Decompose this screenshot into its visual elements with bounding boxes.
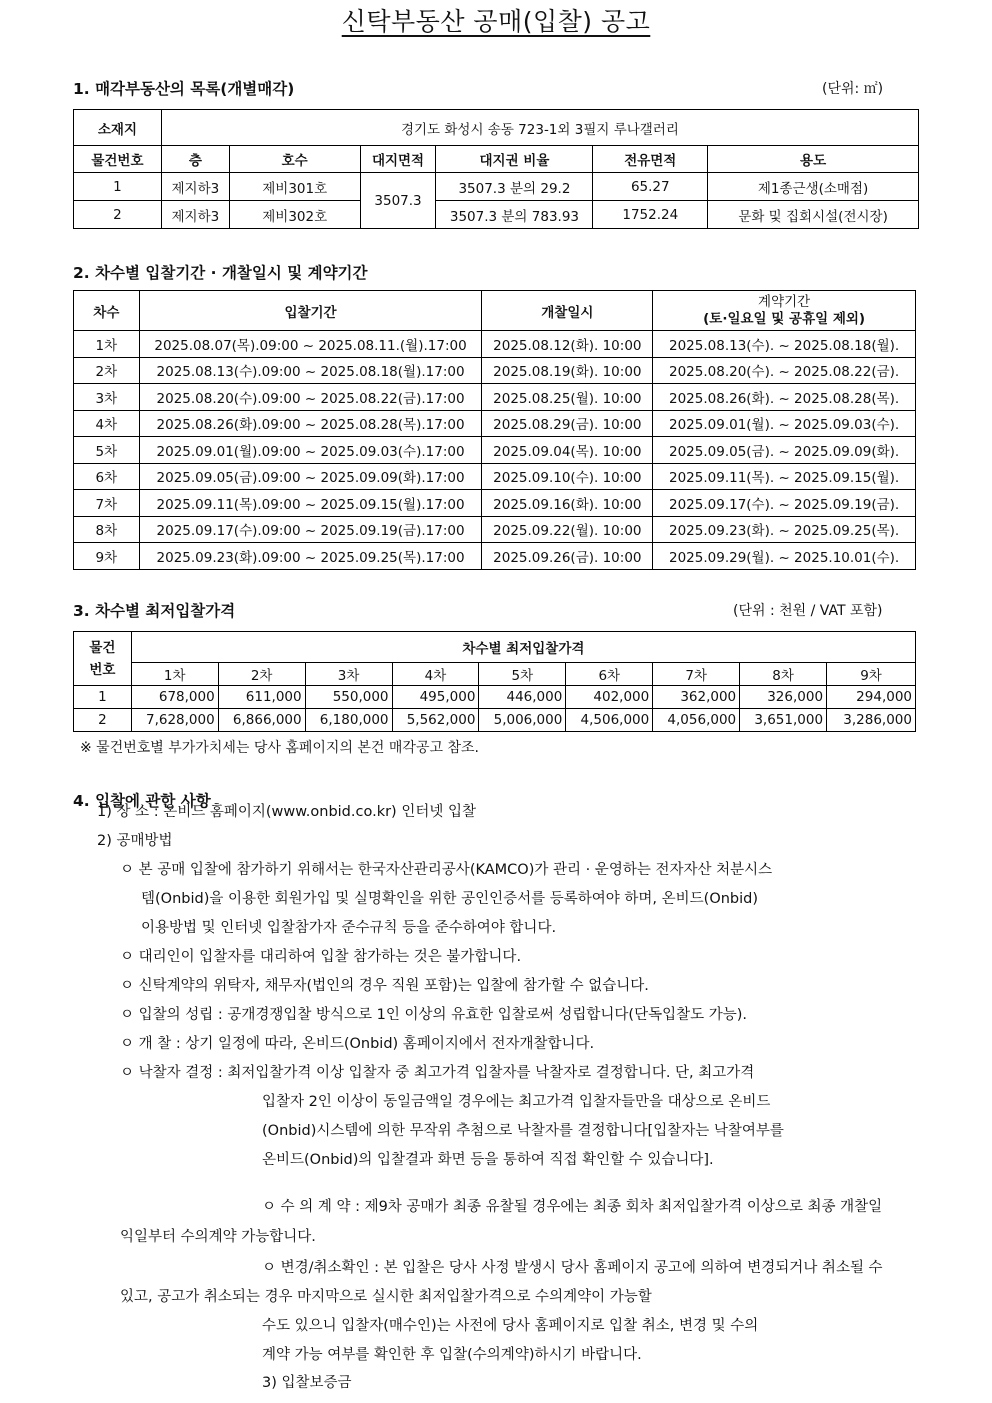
section1-heading: 1. 매각부동산의 목록(개별매각)	[73, 80, 295, 98]
schedule-open-cell: 2025.08.12(화). 10:00	[482, 331, 653, 358]
price-table	[73, 631, 916, 732]
price-cell: 3,286,000	[827, 709, 916, 732]
table-row	[74, 410, 916, 437]
schedule-round-cell: 2차	[74, 357, 140, 384]
detail-line: ㅇ 수 의 계 약 : 제9차 공매가 최종 유찰될 경우에는 최종 회차 최저입찰가격 이상으로 최종 개찰일	[262, 1199, 883, 1215]
table-row	[74, 490, 916, 517]
header-contract	[653, 291, 916, 331]
table-row	[74, 201, 919, 229]
price-cell: 362,000	[653, 686, 740, 709]
detail-line: ㅇ 신탁계약의 위탁자, 채무자(법인의 경우 직원 포함)는 입찰에 참가할 수 없습니다.	[120, 978, 649, 994]
header-exclusive-area: 전유면적	[593, 146, 708, 173]
table-row	[74, 357, 916, 384]
item-no-header	[74, 632, 132, 686]
location-label: 소재지	[74, 110, 162, 146]
detail-line: ㅇ 낙찰자 결정 : 최저입찰가격 이상 입찰자 중 최고가격 입찰자를 낙찰자로 결정합니다. 단, 최고가격	[120, 1065, 755, 1081]
header-contract-line2: (토·일요일 및 공휴일 제외)	[703, 310, 866, 327]
round-header: 6차	[566, 663, 653, 686]
round-header: 4차	[392, 663, 479, 686]
round-header: 1차	[131, 663, 218, 686]
price-cell: 7,628,000	[131, 709, 218, 732]
cell: 1752.24	[593, 201, 708, 229]
property-table	[73, 109, 919, 229]
cell: 65.27	[593, 173, 708, 201]
price-cell: 550,000	[305, 686, 392, 709]
detail-line: ㅇ 본 공매 입찰에 참가하기 위해서는 한국자산관리공사(KAMCO)가 관리 · 운영하는 전자자산 처분시스	[120, 862, 773, 878]
detail-line: ㅇ 대리인이 입찰자를 대리하여 입찰 참가하는 것은 불가합니다.	[120, 949, 522, 965]
detail-line: 익일부터 수의계약 가능합니다.	[120, 1229, 316, 1245]
table-row	[74, 463, 916, 490]
schedule-round-cell: 8차	[74, 516, 140, 543]
table-row	[74, 384, 916, 411]
schedule-period-cell: 2025.09.23(화).09:00 ~ 2025.09.25(목).17:00	[139, 543, 482, 570]
schedule-period-cell: 2025.09.01(월).09:00 ~ 2025.09.03(수).17:00	[139, 437, 482, 464]
price-cell: 5,006,000	[479, 709, 566, 732]
section1-unit: (단위: ㎡)	[822, 81, 884, 97]
schedule-period-cell: 2025.09.17(수).09:00 ~ 2025.09.19(금).17:00	[139, 516, 482, 543]
price-cell: 6,180,000	[305, 709, 392, 732]
price-cell: 4,056,000	[653, 709, 740, 732]
cell: 3507.3 분의 29.2	[436, 173, 593, 201]
schedule-period-cell: 2025.09.11(목).09:00 ~ 2025.09.15(월).17:00	[139, 490, 482, 517]
detail-line: 온비드(Onbid)의 입찰결과 화면 등을 통하여 직접 확인할 수 있습니다].	[262, 1152, 714, 1168]
section3-heading: 3. 차수별 최저입찰가격	[73, 602, 236, 620]
round-header: 3차	[305, 663, 392, 686]
schedule-round-cell: 6차	[74, 463, 140, 490]
header-land-area: 대지면적	[360, 146, 436, 173]
header-contract-line1: 계약기간	[758, 293, 811, 310]
schedule-round-cell: 1차	[74, 331, 140, 358]
header-open: 개찰일시	[482, 291, 653, 331]
schedule-open-cell: 2025.09.04(목). 10:00	[482, 437, 653, 464]
schedule-contract-cell: 2025.08.13(수). ~ 2025.08.18(월).	[653, 331, 916, 358]
table-row	[74, 331, 916, 358]
price-cell: 294,000	[827, 686, 916, 709]
price-cell: 4,506,000	[566, 709, 653, 732]
schedule-contract-cell: 2025.09.23(화). ~ 2025.09.25(목).	[653, 516, 916, 543]
detail-line: 계약 가능 여부를 확인한 후 입찰(수의계약)하시기 바랍니다.	[262, 1347, 642, 1363]
schedule-round-cell: 5차	[74, 437, 140, 464]
detail-line: ㅇ 입찰의 성립 : 공개경쟁입찰 방식으로 1인 이상의 유효한 입찰로써 성립합니다(단독입찰도 가능).	[120, 1007, 748, 1023]
cell: 제지하3	[161, 201, 229, 229]
price-group-header: 차수별 최저입찰가격	[131, 632, 915, 663]
detail-line: 2) 공매방법	[97, 833, 173, 849]
cell: 3507.3 분의 783.93	[436, 201, 593, 229]
schedule-period-cell: 2025.09.05(금).09:00 ~ 2025.09.09(화).17:00	[139, 463, 482, 490]
schedule-period-cell: 2025.08.26(화).09:00 ~ 2025.08.28(목).17:00	[139, 410, 482, 437]
section3-unit: (단위 : 천원 / VAT 포함)	[733, 603, 883, 619]
cell: 2	[74, 201, 162, 229]
item-no-cell: 1	[74, 686, 132, 709]
schedule-round-cell: 7차	[74, 490, 140, 517]
cell: 1	[74, 173, 162, 201]
schedule-open-cell: 2025.08.29(금). 10:00	[482, 410, 653, 437]
item-no-header-line2: 번호	[89, 661, 116, 678]
table-row	[74, 709, 916, 732]
schedule-period-cell: 2025.08.13(수).09:00 ~ 2025.08.18(월).17:00	[139, 357, 482, 384]
price-rounds-row	[74, 663, 916, 686]
header-period: 입찰기간	[139, 291, 482, 331]
land-area-cell: 3507.3	[360, 173, 436, 229]
price-cell: 5,562,000	[392, 709, 479, 732]
schedule-contract-cell: 2025.09.11(목). ~ 2025.09.15(월).	[653, 463, 916, 490]
item-no-header-line1: 물건	[89, 639, 116, 656]
page-title: 신탁부동산 공매(입찰) 공고	[341, 7, 651, 36]
price-cell: 6,866,000	[218, 709, 305, 732]
table-row	[74, 516, 916, 543]
schedule-round-cell: 9차	[74, 543, 140, 570]
schedule-header-row	[74, 291, 916, 331]
schedule-contract-cell: 2025.09.01(월). ~ 2025.09.03(수).	[653, 410, 916, 437]
detail-line: (Onbid)시스템에 의한 무작위 추첨으로 낙찰자를 결정합니다[입찰자는 낙찰여부를	[262, 1123, 784, 1139]
price-cell: 446,000	[479, 686, 566, 709]
cell: 문화 및 집회시설(전시장)	[708, 201, 919, 229]
schedule-open-cell: 2025.09.26(금). 10:00	[482, 543, 653, 570]
schedule-period-cell: 2025.08.07(목).09:00 ~ 2025.08.11.(월).17:00	[139, 331, 482, 358]
price-cell: 611,000	[218, 686, 305, 709]
item-no-cell: 2	[74, 709, 132, 732]
header-unit: 호수	[229, 146, 360, 173]
schedule-contract-cell: 2025.08.26(화). ~ 2025.08.28(목).	[653, 384, 916, 411]
price-note: ※ 물건번호별 부가가치세는 당사 홈페이지의 본건 매각공고 참조.	[80, 740, 479, 756]
header-round: 차수	[74, 291, 140, 331]
header-item-no: 물건번호	[74, 146, 162, 173]
table-row	[74, 437, 916, 464]
price-cell: 3,651,000	[740, 709, 827, 732]
detail-line: 입찰자 2인 이상이 동일금액일 경우에는 최고가격 입찰자들만을 대상으로 온비드	[262, 1094, 771, 1110]
round-header: 8차	[740, 663, 827, 686]
section2-heading: 2. 차수별 입찰기간 · 개찰일시 및 계약기간	[73, 264, 368, 282]
table-row	[74, 543, 916, 570]
round-header: 9차	[827, 663, 916, 686]
schedule-round-cell: 3차	[74, 384, 140, 411]
detail-line: 수도 있으니 입찰자(매수인)는 사전에 당사 홈페이지로 입찰 취소, 변경 및 수의	[262, 1318, 759, 1334]
detail-line: 3) 입찰보증금	[262, 1375, 352, 1391]
schedule-open-cell: 2025.09.16(화). 10:00	[482, 490, 653, 517]
cell: 제비302호	[229, 201, 360, 229]
header-use: 용도	[708, 146, 919, 173]
price-cell: 495,000	[392, 686, 479, 709]
section4-heading: 4. 입찰에 관한 사항	[73, 792, 211, 810]
schedule-open-cell: 2025.08.19(화). 10:00	[482, 357, 653, 384]
schedule-open-cell: 2025.09.10(수). 10:00	[482, 463, 653, 490]
round-header: 5차	[479, 663, 566, 686]
price-cell: 326,000	[740, 686, 827, 709]
cell: 제비301호	[229, 173, 360, 201]
schedule-period-cell: 2025.08.20(수).09:00 ~ 2025.08.22(금).17:00	[139, 384, 482, 411]
detail-line: 1) 장 소 : 온비드 홈페이지(www.onbid.co.kr) 인터넷 입찰	[97, 804, 476, 820]
cell: 제1종근생(소매점)	[708, 173, 919, 201]
schedule-contract-cell: 2025.09.05(금). ~ 2025.09.09(화).	[653, 437, 916, 464]
schedule-contract-cell: 2025.09.17(수). ~ 2025.09.19(금).	[653, 490, 916, 517]
cell: 제지하3	[161, 173, 229, 201]
price-cell: 678,000	[131, 686, 218, 709]
detail-line: 있고, 공고가 취소되는 경우 마지막으로 실시한 최저입찰가격으로 수의계약이 가능할	[120, 1289, 652, 1305]
schedule-table	[73, 290, 916, 570]
location-value: 경기도 화성시 송동 723-1외 3필지 루나갤러리	[161, 110, 918, 146]
table-row	[74, 173, 919, 201]
detail-line: ㅇ 개 찰 : 상기 일정에 따라, 온비드(Onbid) 홈페이지에서 전자개찰합니다.	[120, 1036, 595, 1052]
header-floor: 층	[161, 146, 229, 173]
detail-line: 템(Onbid)을 이용한 회원가입 및 실명확인을 위한 공인인증서를 등록하여야 하며, 온비드(Onbid)	[141, 891, 759, 907]
property-header-row	[74, 146, 919, 173]
round-header: 7차	[653, 663, 740, 686]
price-cell: 402,000	[566, 686, 653, 709]
detail-line: ㅇ 변경/취소확인 : 본 입찰은 당사 사정 발생시 당사 홈페이지 공고에 의하여 변경되거나 취소될 수	[262, 1260, 883, 1276]
detail-line: 이용방법 및 인터넷 입찰참가자 준수규칙 등을 준수하여야 합니다.	[141, 920, 557, 936]
schedule-contract-cell: 2025.08.20(수). ~ 2025.08.22(금).	[653, 357, 916, 384]
table-row	[74, 686, 916, 709]
header-land-ratio: 대지권 비율	[436, 146, 593, 173]
schedule-open-cell: 2025.09.22(월). 10:00	[482, 516, 653, 543]
schedule-open-cell: 2025.08.25(월). 10:00	[482, 384, 653, 411]
schedule-contract-cell: 2025.09.29(월). ~ 2025.10.01(수).	[653, 543, 916, 570]
schedule-round-cell: 4차	[74, 410, 140, 437]
round-header: 2차	[218, 663, 305, 686]
